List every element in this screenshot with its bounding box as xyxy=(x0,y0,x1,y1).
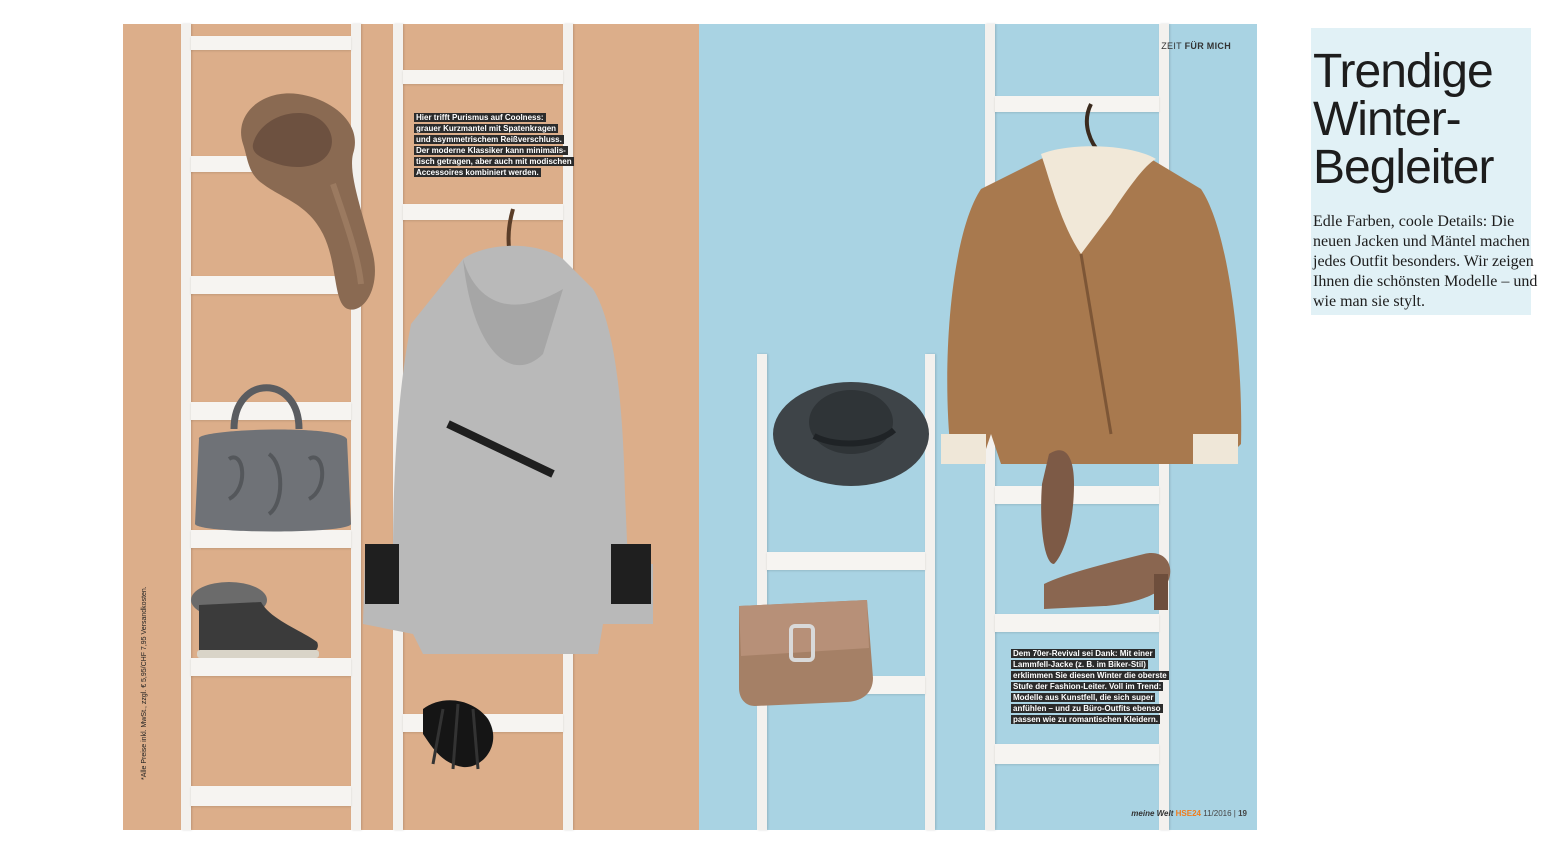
gloves-photo xyxy=(403,689,513,774)
ladder-rung xyxy=(767,552,925,570)
ladder-rail xyxy=(757,354,767,830)
right-page xyxy=(699,24,1538,830)
clutch-photo xyxy=(735,598,875,710)
hat-photo xyxy=(769,364,934,489)
left-page xyxy=(123,24,699,830)
intro-text: Edle Farben, coole Details: Die neuen Jacken und Mäntel machen jedes Outfit besonders. Wir zeigen Ihnen die schönsten Modelle – und wie man sie stylt. xyxy=(1313,213,1538,310)
ladder-rung xyxy=(191,36,351,50)
caption-line: Accessoires kombiniert werden. xyxy=(416,168,539,177)
page-title: Trendige Winter- Begleiter xyxy=(1313,45,1494,194)
jacket-caption xyxy=(1011,648,1169,725)
section-label xyxy=(1161,41,1231,51)
ladder-rung xyxy=(995,744,1159,764)
coat-caption xyxy=(414,112,574,178)
ladder-rung xyxy=(403,70,563,84)
caption-line: Der moderne Klassiker kann minimalis- xyxy=(416,146,566,155)
caption-line: Lammfell-Jacke (z. B. im Biker-Stil) xyxy=(1013,660,1146,669)
caption-line: passen wie zu romantischen Kleidern. xyxy=(1013,715,1158,724)
section-prefix: ZEIT xyxy=(1161,41,1185,51)
section-bold: FÜR MICH xyxy=(1184,41,1231,51)
boot-photo xyxy=(191,580,326,662)
page-number: 19 xyxy=(1238,809,1247,818)
caption-line: Hier trifft Purismus auf Coolness: xyxy=(416,113,544,122)
folio-separator: | xyxy=(1233,809,1236,818)
grey-coat-photo xyxy=(353,204,663,664)
handbag-photo xyxy=(189,369,355,539)
brand-logo: HSE24 xyxy=(1175,809,1201,818)
caption-line: Stufe der Fashion-Leiter. Voll im Trend: xyxy=(1013,682,1162,691)
shearling-jacket-photo xyxy=(931,104,1247,484)
magazine-name: meine Welt xyxy=(1131,809,1174,818)
issue-date: 11/2016 xyxy=(1203,809,1232,818)
caption-line: Modelle aus Kunstfell, die sich super xyxy=(1013,693,1154,702)
ladder-rung xyxy=(191,786,351,806)
price-disclaimer: *Alle Preise inkl. MwSt., zzgl. € 5,95/CHF 7,95 Versandkosten. xyxy=(141,586,148,780)
caption-line: Dem 70er-Revival sei Dank: Mit einer xyxy=(1013,649,1153,658)
magazine-spread xyxy=(123,24,1538,830)
caption-line: und asymmetrischem Reißverschluss. xyxy=(416,135,562,144)
shoes-photo xyxy=(1024,444,1184,614)
caption-line: tisch getragen, aber auch mit modischen xyxy=(416,157,572,166)
page-footer xyxy=(1131,809,1247,818)
caption-line: grauer Kurzmantel mit Spatenkragen xyxy=(416,124,557,133)
caption-line: anfühlen – und zu Büro-Outfits ebenso xyxy=(1013,704,1161,713)
ladder-rung xyxy=(995,614,1159,632)
caption-line: erklimmen Sie diesen Winter die oberste xyxy=(1013,671,1167,680)
